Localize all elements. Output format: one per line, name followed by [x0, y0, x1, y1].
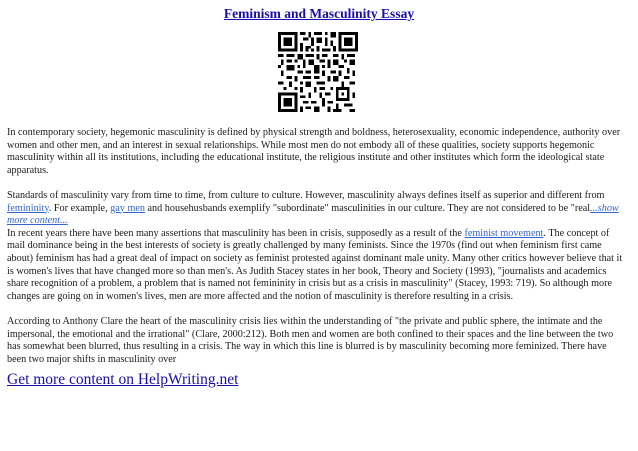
paragraph-2-text-c: and househusbands exemplify "subordinate" masculinities in our culture. They are not considered to be "real	[144, 202, 591, 214]
gay-men-link[interactable]: gay men	[110, 202, 145, 214]
qr-code-icon	[278, 32, 358, 112]
paragraph-2-text-b: . For example,	[48, 202, 111, 214]
paragraph-2	[7, 190, 627, 228]
essay-body	[7, 127, 627, 366]
paragraph-3-text-a: In recent years there have been many assertions that masculinity has been in crisis, supposedly as a result of the	[7, 227, 465, 239]
paragraph-3-text-b: . The concept of mail dominance being in the best interests of society is greatly challenged by many feminists. Since the 1970s (find out when feminism first came about) feminism has had a great deal of impact on society as feminist protested against dominant male unity. Many other critics however believe that it is women's lives that have changed more so than men's. As Judith Stacey states in her book, Theory and Society (1993), "journalists and academics share recognition of a problem, a problem that is named not femininity in crisis but as a crisis in masculinity" (Stacey, 1993: 719). So although more changes are going on in women's lives, men are more affected and the notion of masculinity is therefore resulting in a crisis.	[7, 227, 623, 302]
paragraph-1: In contemporary society, hegemonic masculinity is defined by physical strength and boldness, heterosexuality, economic independence, authority over women and other men, and an interest in sexual relationships. While most men do not embody all of these qualities, society supports hegemonic masculinity within all its institutions, including the educational institute, the religious institute and other institutes which form the ideological state apparatus.	[7, 127, 621, 176]
get-more-content-link[interactable]: Get more content on HelpWriting.net	[7, 371, 239, 388]
page-title[interactable]: Feminism and Masculinity Essay	[223, 6, 415, 21]
paragraph-4: According to Anthony Clare the heart of the masculinity crisis lies within the understanding of "the private and public sphere, the intimate and the impersonal, the emotional and the irrational" (Clare, 2000:212). Both men and women are both confined to their spaces and the line between the two has somewhat been blurred, thus resulting in a crisis. The way in which this line is blurred is by masculinity becoming more feminized. There have been two major shifts in masculinity over	[7, 315, 614, 365]
paragraph-3	[7, 228, 627, 304]
show-more-link[interactable]: ...show more content...	[7, 202, 619, 227]
feminist-movement-link[interactable]: feminist movement	[464, 227, 544, 239]
femininity-link[interactable]: femininity	[7, 202, 49, 214]
paragraph-2-text-a: Standards of masculinity vary from time to time, from culture to culture. However, masculinity always defines itself as superior and different from	[7, 189, 605, 201]
